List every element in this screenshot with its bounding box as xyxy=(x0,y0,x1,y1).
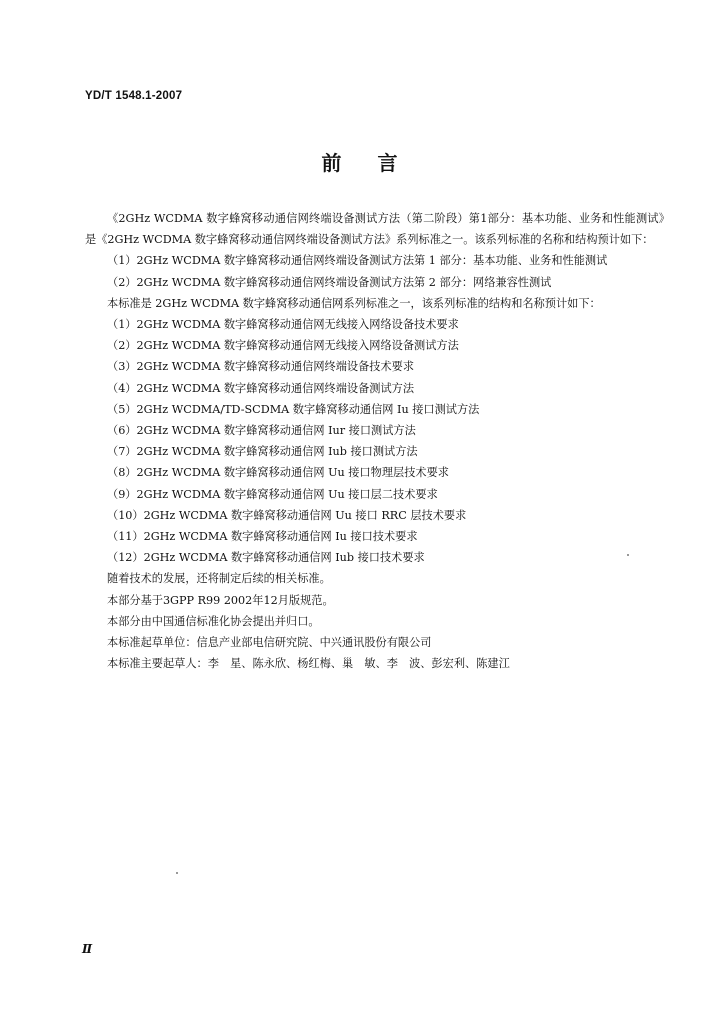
family-statement: 本标准是 2GHz WCDMA 数字蜂窝移动通信网系列标准之一，该系列标准的结构和名称预计如下： xyxy=(107,296,601,310)
family-part-item: （7）2GHz WCDMA 数字蜂窝移动通信网 Iub 接口测试方法 xyxy=(107,445,418,459)
series-part-item: （2）2GHz WCDMA 数字蜂窝移动通信网终端设备测试方法第 2 部分：网络兼容性测试 xyxy=(107,275,552,289)
scan-speck xyxy=(176,872,178,874)
drafting-units: 本标准起草单位：信息产业部电信研究院、中兴通讯股份有限公司 xyxy=(107,636,432,650)
standard-code: YD/T 1548.1-2007 xyxy=(85,90,183,102)
drafters: 本标准主要起草人：李 星、陈永欣、杨红梅、巢 敏、李 波、彭宏利、陈建江 xyxy=(107,657,510,671)
basis-statement: 本部分基于3GPP R99 2002年12月版规范。 xyxy=(107,593,334,607)
development-statement: 随着技术的发展，还将制定后续的相关标准。 xyxy=(107,572,331,586)
family-part-item: （4）2GHz WCDMA 数字蜂窝移动通信网终端设备测试方法 xyxy=(107,381,415,395)
family-part-item: （3）2GHz WCDMA 数字蜂窝移动通信网终端设备技术要求 xyxy=(107,360,415,374)
family-part-item: （12）2GHz WCDMA 数字蜂窝移动通信网 Iub 接口技术要求 xyxy=(107,551,425,565)
family-part-item: （10）2GHz WCDMA 数字蜂窝移动通信网 Uu 接口 RRC 层技术要求 xyxy=(107,508,467,522)
proposer-statement: 本部分由中国通信标准化协会提出并归口。 xyxy=(107,614,320,628)
family-part-item: （2）2GHz WCDMA 数字蜂窝移动通信网无线接入网络设备测试方法 xyxy=(107,339,459,353)
page-title: 前言 xyxy=(321,151,434,175)
intro-paragraph: 《2GHz WCDMA 数字蜂窝移动通信网终端设备测试方法（第二阶段）第1部分：基本功能、业务和性能测试》是《2GHz WCDMA 数字蜂窝移动通信网终端设备测试方法》系列标准之一。该系列标准的名称和结构预计如下： xyxy=(85,212,670,247)
page-number: Ⅱ xyxy=(82,942,93,956)
family-part-item: （5）2GHz WCDMA/TD-SCDMA 数字蜂窝移动通信网 Iu 接口测试方法 xyxy=(107,402,480,416)
family-part-item: （1）2GHz WCDMA 数字蜂窝移动通信网无线接入网络设备技术要求 xyxy=(107,318,459,332)
scan-speck xyxy=(627,554,629,556)
family-part-item: （11）2GHz WCDMA 数字蜂窝移动通信网 Iu 接口技术要求 xyxy=(107,530,418,544)
family-part-item: （9）2GHz WCDMA 数字蜂窝移动通信网 Uu 接口层二技术要求 xyxy=(107,487,438,501)
family-part-item: （6）2GHz WCDMA 数字蜂窝移动通信网 Iur 接口测试方法 xyxy=(107,424,416,438)
series-part-item: （1）2GHz WCDMA 数字蜂窝移动通信网终端设备测试方法第 1 部分：基本功能、业务和性能测试 xyxy=(107,254,608,268)
foreword-body xyxy=(85,208,670,674)
family-part-item: （8）2GHz WCDMA 数字蜂窝移动通信网 Uu 接口物理层技术要求 xyxy=(107,466,449,480)
